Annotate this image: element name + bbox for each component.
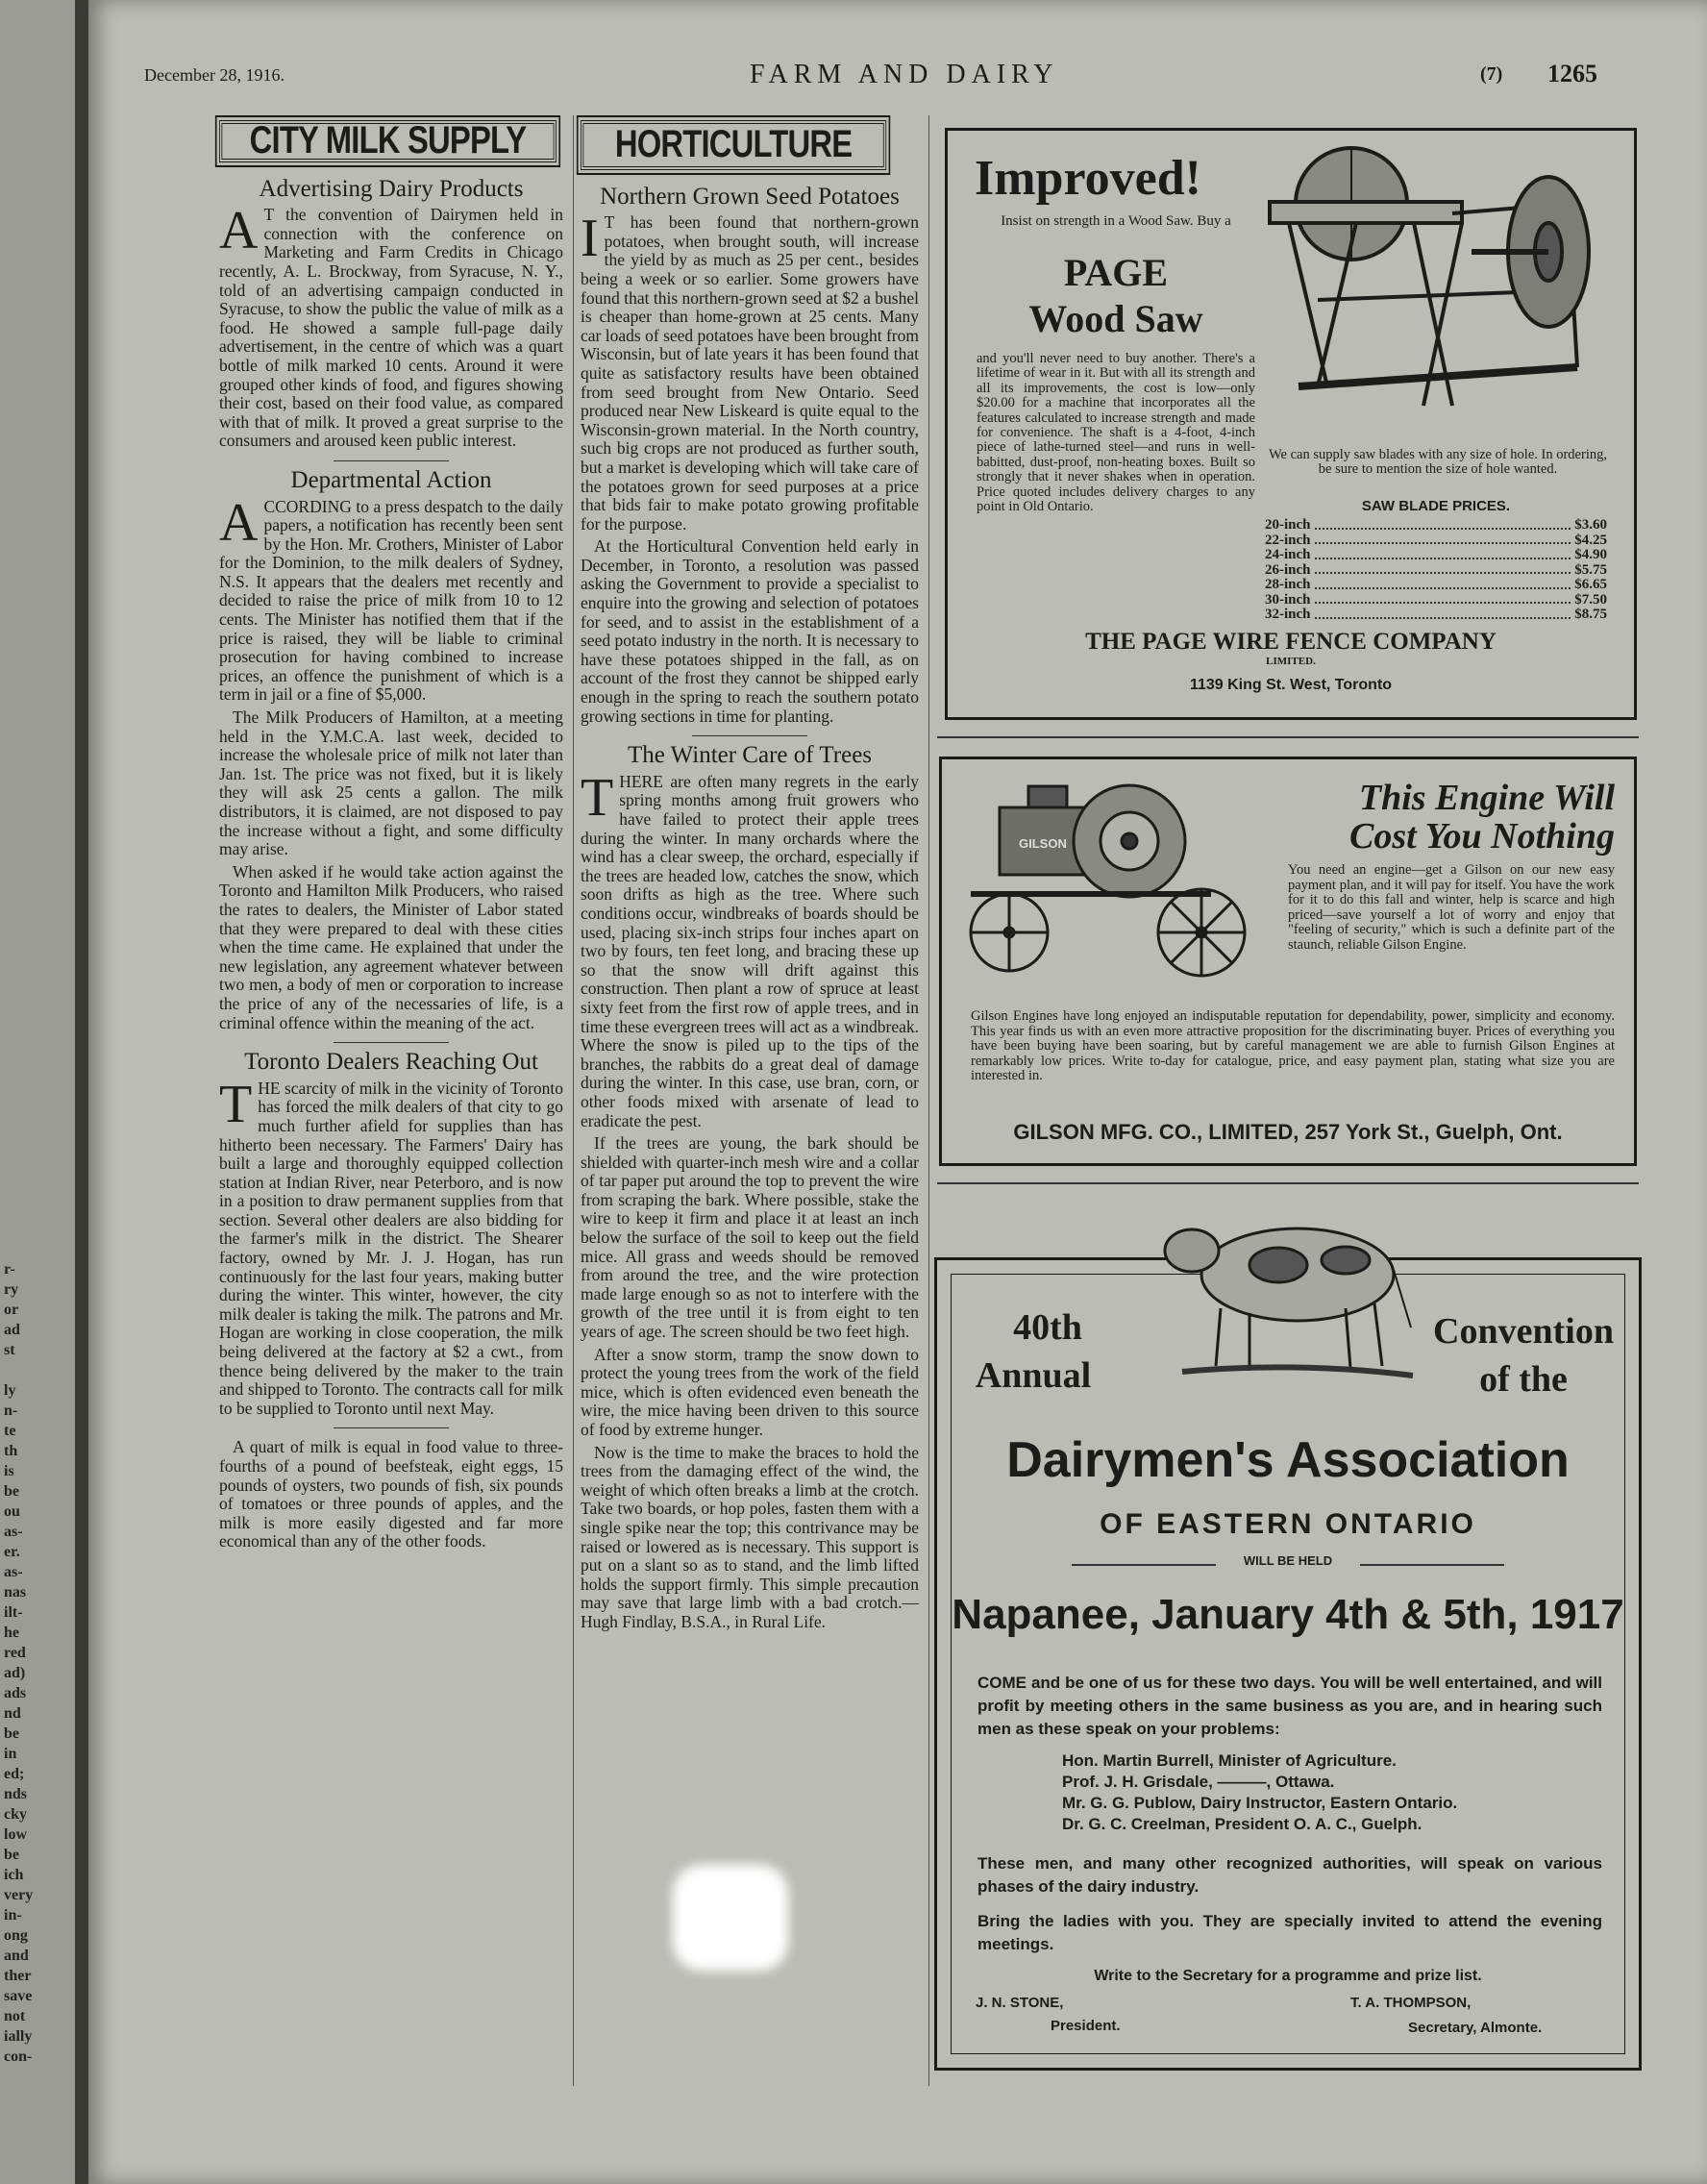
article-paragraph: A quart of milk is equal in food value to three-fourths of a pound of beefsteak, eight eggs, 15 pounds of oysters, two pounds of fish, six pounds of tomatoes or three pounds of apples, and the milk is more easily digested and far more economical than any of the other foods. (219, 1437, 563, 1551)
ad-left-heading: Annual (975, 1355, 1092, 1396)
president-name: J. N. STONE, (976, 1995, 1064, 2011)
ad-headline: Cost You Nothing (1349, 816, 1615, 856)
column-horticulture (581, 120, 919, 1636)
margin-text-fragment: be (4, 1483, 19, 1500)
margin-text-fragment: in- (4, 1907, 22, 1923)
drop-cap: T (219, 1074, 253, 1134)
margin-text-fragment: st (4, 1342, 15, 1358)
margin-text-fragment: not (4, 2008, 26, 2024)
ad-invitation: COME and be one of us for these two days. You will be well entertained, and will profit by meeting others in the same business as you are, and in hearing such men as these speak on your problems: (977, 1674, 1602, 1738)
blade-size: 30-inch (1265, 591, 1311, 608)
margin-text-fragment: ich (4, 1867, 24, 1883)
margin-text-fragment: very (4, 1887, 34, 1903)
speaker-list (1062, 1750, 1591, 1835)
ad-company-line: GILSON MFG. CO., LIMITED, 257 York St., Guelph, Ont. (1013, 1120, 1563, 1144)
column-city-milk-supply (219, 120, 563, 1555)
speaker-item: Mr. G. G. Publow, Dairy Instructor, Eastern Ontario. (1062, 1794, 1458, 1812)
ad-right-heading: Convention (1433, 1311, 1614, 1352)
headline-advertising-dairy-products: Advertising Dairy Products (259, 175, 524, 202)
article-paragraph: When asked if he would take action against the Toronto and Hamilton Milk Producers, who raised the rates to dealers, the Minister of Labor stated that they were prepared to deal with these cities when the time came. He explained that under the new legislation, any agreement whatever between two men, a body of men or corporation to increase the price of any of the necessaries of life, is a criminal offence within the meaning of the act. (219, 861, 563, 1032)
ad-body: Gilson Engines have long enjoyed an indisputable reputation for dependability, power, simplicity and economy. This year finds us with an even more attractive proposition for the discriminating buyer. Prices of everything you have been buying have been soaring, but by careful management we are able to furnish Gilson Engines at remarkably low prices. Write to-day for catalogue, price, and easy payment plan, stating what size you are interested in. (971, 1008, 1615, 1084)
margin-text-fragment: nds (4, 1786, 28, 1802)
price-list-title: SAW BLADE PRICES. (1361, 498, 1511, 514)
ad-company-name: THE PAGE WIRE FENCE COMPANY (1085, 629, 1497, 655)
ad-product-name: Wood Saw (1028, 297, 1203, 340)
blade-size: 24-inch (1265, 547, 1311, 562)
headline-seed-potatoes: Northern Grown Seed Potatoes (600, 183, 900, 210)
blade-size: 28-inch (1265, 577, 1311, 592)
ad-body: You need an engine—get a Gilson on our new easy payment plan, and it will pay for itself. You have the work for it to do this fall and winter, help is scarce and high priced—save yourself a lot of worry and enjoy that "feeling of security," which is such a definite part of the staunch, reliable Gilson Engine. (1288, 862, 1615, 953)
margin-text-fragment: nd (4, 1705, 21, 1722)
blade-price: $7.50 (1574, 591, 1607, 608)
leader-dots (1315, 518, 1571, 530)
margin-text-fragment: cky (4, 1806, 27, 1823)
margin-text-fragment: is (4, 1463, 14, 1479)
ad-title: Dairymen's Association (1006, 1432, 1570, 1488)
margin-text-fragment: red (4, 1645, 26, 1661)
ad-will-be-held: WILL BE HELD (1216, 1553, 1360, 1568)
drop-cap: T (581, 767, 614, 828)
blade-price: $4.90 (1574, 547, 1607, 562)
margin-text-fragment: n- (4, 1402, 18, 1419)
headline-departmental-action: Departmental Action (290, 466, 492, 493)
price-row (1265, 593, 1607, 608)
speaker-item: Prof. J. H. Grisdale, ———, Ottawa. (1062, 1773, 1335, 1791)
margin-text-fragment: as- (4, 1524, 23, 1540)
ad-separator (937, 736, 1639, 738)
margin-text-fragment: te (4, 1423, 16, 1439)
article-paragraph: THERE are often many regrets in the early spring months among fruit growers who have failed to protect their apple trees during the winter. In many orchards where the wind has a clear sweep, the orchard, especially if the trees are headed low, catches the snow, which soon drifts as high as the tree. Where such conditions occur, windbreaks of boards should be used, placing six-inch strips four inches apart on two by fours, ten feet long, and bracing these up so that the snow will drift against this construction. Then plant a row of spruce at least sixty feet from the first row of apple trees, and in time these evergreen trees will act as a windbreak. Where the snow is piled up to the tips of the branches, the rabbits do a great deal of damage during the winter. In this case, use bran, corn, or other foods mixed with arsenate of lead to eradicate the pest. (581, 767, 919, 1130)
margin-text-fragment: nas (4, 1584, 27, 1601)
engine-brand-label: GILSON (1019, 836, 1067, 851)
margin-text-fragment: ther (4, 1968, 32, 1984)
margin-text-fragment: as- (4, 1564, 23, 1580)
margin-text-fragment: he (4, 1625, 19, 1641)
margin-text-fragment: ly (4, 1382, 16, 1399)
leader-dots (1315, 534, 1571, 545)
speaker-item: Hon. Martin Burrell, Minister of Agriculture. (1062, 1751, 1397, 1770)
president-title: President. (1051, 2018, 1121, 2034)
price-row (1265, 608, 1607, 623)
ad-company-address: 1139 King St. West, Toronto (1189, 677, 1393, 693)
gasoline-engine-illustration (961, 769, 1269, 980)
article-paragraph: After a snow storm, tramp the snow down to protect the young trees from the work of the field mice, which is often evidenced even beneath the wire, the mice having been driven to this source of food by extreme hunger. (581, 1344, 919, 1439)
publication-title: FARM AND DAIRY (750, 60, 1059, 89)
margin-text-fragment: save (4, 1988, 33, 2004)
blade-size: 22-inch (1265, 532, 1311, 548)
drop-cap: A (219, 201, 259, 261)
margin-text-fragment: ad) (4, 1665, 26, 1681)
page-number: 1265 (1547, 60, 1597, 87)
margin-text-fragment: low (4, 1826, 27, 1843)
article-paragraph: Now is the time to make the braces to hold the trees from the damaging effect of the wind, the weight of which often breaks a limb at the crotch. Take two boards, or hop poles, fasten them with a single spike near the top; this contrivance may be raised or lowered as is necessary. This support is put on a slant so as to stand, and the limb lifted holds the support firmly. This simple precaution may save that large limb with a bad crotch.—Hugh Findlay, B.S.A., in Rural Life. (581, 1442, 919, 1631)
column-rule (928, 115, 929, 2086)
margin-text-fragment: be (4, 1847, 19, 1863)
faded-print-smudge (673, 1865, 788, 1971)
divider (334, 460, 449, 461)
leader-dots (1315, 593, 1571, 605)
page-header (144, 58, 1644, 96)
article-paragraph: ACCORDING to a press despatch to the daily papers, a notification has recently been sent by the Hon. Mr. Crothers, Minister of Labor for the Dominion, to the milk dealers of Sydney, N.S. It appears that the dealers met recently and decided to raise the price of milk from 10 to 12 cents. The Minister has notified them that if the price is raised, they will be liable to criminal prosecution for having combined to increase prices, an offence the punishment of which is a term in jail or a fine of $5,000. (219, 492, 563, 705)
ad-dairymens-convention (934, 1257, 1642, 2071)
margin-text-fragment: con- (4, 2048, 33, 2065)
ad-right-heading: of the (1479, 1359, 1568, 1400)
ad-gilson-engine (939, 757, 1637, 1166)
drop-cap: A (219, 492, 259, 553)
margin-text-fragment: and (4, 1948, 29, 1964)
section-banner-horticulture: HORTICULTURE (581, 120, 886, 170)
margin-text-fragment: ially (4, 2028, 33, 2045)
speaker-item: Dr. G. C. Creelman, President O. A. C., Guelph. (1062, 1815, 1422, 1833)
secretary-name: T. A. THOMPSON, (1350, 1995, 1472, 2011)
ad-authorities: These men, and many other recognized authorities, will speak on various phases of the dairy industry. (977, 1854, 1602, 1896)
ad-event-date: Napanee, January 4th & 5th, 1917 (952, 1591, 1624, 1638)
ad-headline: This Engine Will (1358, 778, 1615, 818)
margin-text-fragment: r- (4, 1261, 15, 1278)
margin-text-fragment: ed; (4, 1766, 25, 1782)
saw-blade-price-list (1265, 498, 1607, 623)
price-row (1265, 563, 1607, 579)
ad-product-name: PAGE (1063, 251, 1169, 294)
issue-date: December 28, 1916. (144, 65, 284, 85)
leader-dots (1315, 608, 1571, 619)
price-row (1265, 534, 1607, 549)
article-paragraph: If the trees are young, the bark should be shielded with quarter-inch mesh wire and a collar of tar paper put around the top to prevent the wire from scraping the bark. Where possible, stake the wire to keep it firm and place it at least an inch below the surface of the soil to keep out the field mice. All grass and weeds should be removed from around the tree, and the wire protection made large enough so as not to interfere with the growth of the tree until it is from eight to ten years of age. The screen should be two feet high. (581, 1133, 919, 1342)
blade-price: $3.60 (1574, 517, 1607, 533)
price-row (1265, 548, 1607, 563)
blade-size: 26-inch (1265, 561, 1311, 578)
margin-text-fragment: th (4, 1443, 18, 1459)
blade-price: $8.75 (1574, 607, 1607, 622)
margin-text-fragment: ilt- (4, 1604, 23, 1621)
blade-size: 20-inch (1265, 517, 1311, 533)
ad-blade-note: We can supply saw blades with any size of hole. In ordering, be sure to mention the size of hole wanted. (1269, 447, 1607, 478)
cow-illustration (1153, 1203, 1432, 1385)
margin-text-fragment: ad (4, 1322, 20, 1338)
margin-text-fragment: ong (4, 1927, 28, 1944)
margin-text-fragment: be (4, 1725, 19, 1742)
margin-text-fragment: in (4, 1746, 17, 1762)
blade-price: $5.75 (1574, 561, 1607, 578)
ad-page-wood-saw (945, 128, 1637, 720)
article-paragraph: At the Horticultural Convention held early in December, in Toronto, a resolution was passed asking the Government to provide a specialist to enquire into the growing and selection of potatoes for seed, and to assist in the establishment of a seed potato industry in the north. It is necessary to have these potatoes shipped in the fall, as on account of the frost they cannot be shipped early enough in the spring to reach the southern potato growing sections in time for planting. (581, 536, 919, 726)
section-mark: (7) (1480, 63, 1503, 85)
leader-dots (1315, 548, 1571, 559)
article-paragraph: I T has been found that northern-grown potatoes, when brought south, will increase the yield by as much as 25 per cent., besides being a week or so earlier. Some growers have found that this northern-grown seed at $2 a bushel is cheaper than home-grown at 25 cents. Many car loads of seed potatoes have been brought from Wisconsin, but of late years it has been found that quite as satisfactory results have been obtained from seed brought from New Ontario. Seed produced near New Liskeard is quite equal to the Wisconsin-grown material. In the North country, such big crops are not produced as further south, but a market is developing which will take care of the potatoes grown for seed purposes at a price that bids fair to make potato growing profitable for the purpose. (581, 209, 919, 534)
headline-toronto-dealers: Toronto Dealers Reaching Out (244, 1049, 538, 1076)
ad-subtitle: OF EASTERN ONTARIO (1100, 1508, 1476, 1540)
section-banner-city-milk-supply: CITY MILK SUPPLY (219, 120, 557, 162)
wood-saw-illustration (1260, 146, 1616, 434)
margin-text-fragment: or (4, 1302, 19, 1318)
ad-separator (937, 1182, 1639, 1184)
divider (334, 1427, 449, 1428)
previous-page-margin (0, 0, 75, 2184)
drop-cap: I (581, 209, 599, 269)
ad-ladies: Bring the ladies with you. They are specially invited to attend the evening meetings. (977, 1912, 1602, 1953)
price-row (1265, 518, 1607, 534)
margin-text-fragment (0, 1360, 75, 1380)
ad-body: and you'll never need to buy another. There's a lifetime of wear in it. But with all its strength and all its improvements, the cost is low—only $20.00 for a machine that incorporates all the features calculated to increase strength and made for convenience. The shaft is a 4-foot, 4-inch piece of lathe-turned steel—and runs in well-babitted, dust-proof, non-heating boxes. Built so strongly that it never shakes when in operation. Price quoted includes delivery charges to any point in Old Ontario. (977, 351, 1255, 515)
ad-write-secretary: Write to the Secretary for a programme and prize list. (1094, 1968, 1482, 1984)
headline-winter-care-trees: The Winter Care of Trees (627, 742, 873, 769)
divider (692, 735, 807, 736)
margin-text-fragment: ads (4, 1685, 27, 1701)
blade-size: 32-inch (1265, 607, 1311, 622)
article-paragraph: A T the convention of Dairymen held in connection with the conference on Marketing and Farm Credits in Chicago recently, A. L. Brockway, from Syracuse, N. Y., told of an advertising campaign conducted in Syracuse, to show the public the value of milk as a food. He showed a sample full-page daily advertisement, in the centre of which was a quart bottle of milk marked 10 cents. Around it were grouped other kinds of food, and figures showing their cost, based on their food value, as compared with that of milk. It proved a great surprise to the consumers and aroused keen public interest. (219, 201, 563, 451)
article-paragraph: The Milk Producers of Hamilton, at a meeting held in the Y.M.C.A. last week, decided to increase the wholesale price of milk not later than Jan. 1st. The price was not fixed, but it is likely they will ask 25 cents a gallon. The milk distributors, it is claimed, are not disposed to pay the increase without a fight, and some difficulty may arise. (219, 707, 563, 859)
blade-price: $6.65 (1574, 577, 1607, 592)
leader-dots (1315, 563, 1571, 575)
margin-text-fragment: ry (4, 1281, 19, 1298)
ad-subhead: Insist on strength in a Wood Saw. Buy a (1001, 213, 1231, 229)
leader-dots (1315, 578, 1571, 589)
margin-text-fragment: ou (4, 1503, 20, 1520)
price-row (1265, 578, 1607, 593)
ad-company-limited: LIMITED. (1266, 656, 1316, 667)
divider (334, 1042, 449, 1043)
article-paragraph: THE scarcity of milk in the vicinity of Toronto has forced the milk dealers of that city to go much further afield for supplies than has hitherto been necessary. The Farmers' Dairy has built a large and thoroughly equipped collection station at Indian River, near Peterboro, and is now in a position to draw permanent supplies from that section. Several other dealers are also bidding for the farmer's milk in the district. The Shearer factory, owned by Mr. J. J. Hogan, has run continuously for the last four years, making butter during the winter. This winter, however, the city milk dealer is taking the milk. The patrons and Mr. Hogan are working in close cooperation, the milk being delivered at the factory at $2 a cwt., from thence being delivered by the maker to the train and shipped to Toronto. The contracts call for milk to be supplied to Toronto until next May. (219, 1074, 563, 1418)
ad-headline: Improved! (975, 151, 1201, 206)
secretary-title: Secretary, Almonte. (1408, 2020, 1543, 2036)
blade-price: $4.25 (1574, 532, 1607, 548)
margin-text-fragment: er. (4, 1544, 20, 1560)
ad-left-heading: 40th (1013, 1307, 1082, 1348)
column-rule (573, 115, 574, 2086)
